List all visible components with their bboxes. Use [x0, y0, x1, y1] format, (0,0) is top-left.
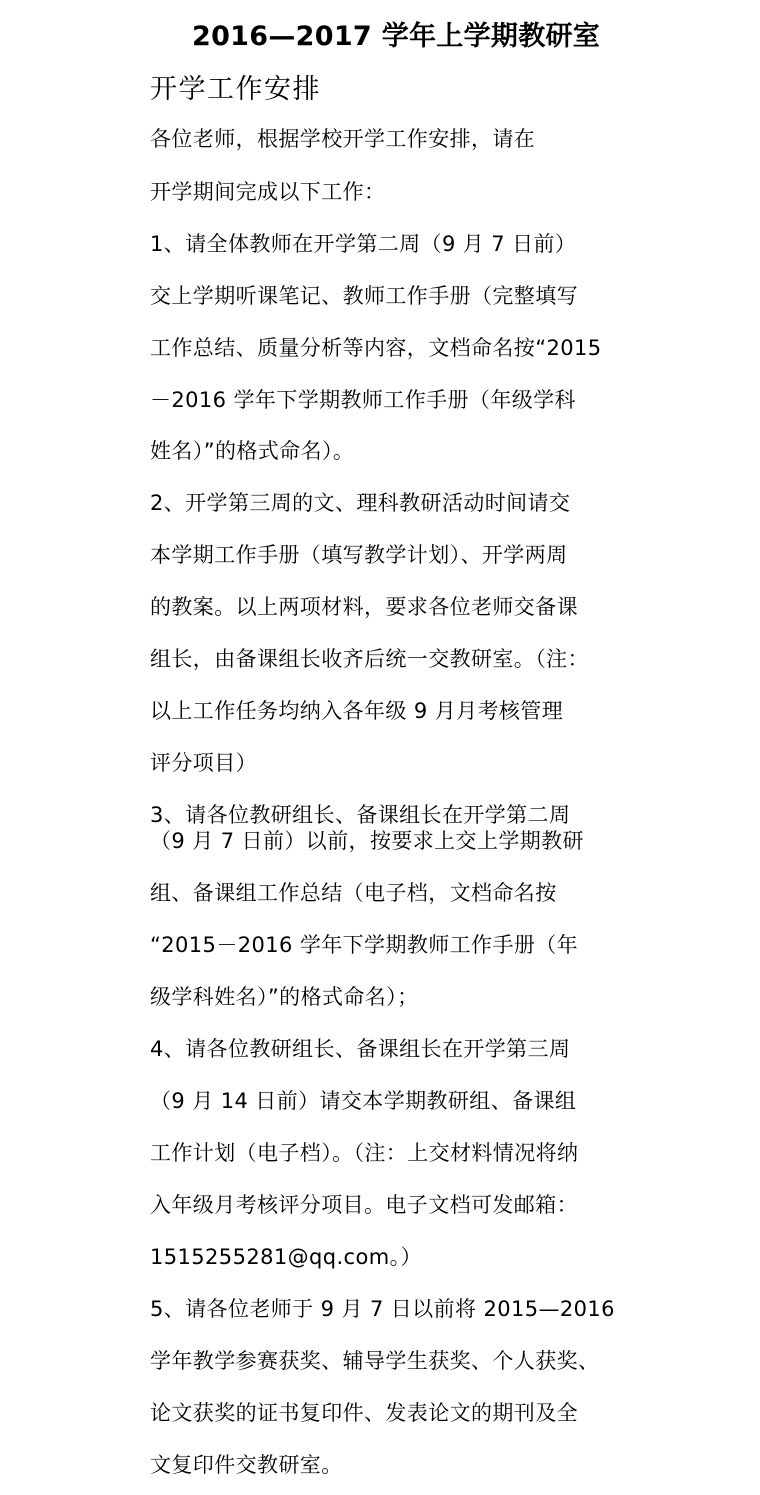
text-line: 论文获奖的证书复印件、发表论文的期刊及全: [150, 1401, 578, 1425]
text-line: 入年级月考核评分项目。电子文档可发邮箱：: [150, 1193, 578, 1217]
text-line: 工作总结、质量分析等内容，文档命名按“2015: [150, 336, 602, 360]
text-line: 评分项目）: [150, 751, 257, 775]
text-line: “2015－2016 学年下学期教师工作手册（年: [150, 933, 579, 957]
text-line: 文复印件交教研室。: [150, 1453, 343, 1477]
text-line: 交上学期听课笔记、教师工作手册（完整填写: [150, 284, 578, 308]
text-line: 级学科姓名）”的格式命名）；: [150, 985, 419, 1009]
text-line: （9 月 14 日前）请交本学期教研组、备课组: [150, 1089, 577, 1113]
text-line: （9 月 7 日前）以前，按要求上交上学期教研: [150, 829, 584, 853]
text-line: 各位老师，根据学校开学工作安排，请在: [150, 127, 536, 151]
text-line: 4、请各位教研组长、备课组长在开学第三周: [150, 1037, 571, 1061]
text-line: 组、备课组工作总结（电子档，文档命名按: [150, 881, 557, 905]
email-line: 1515255281@qq.com。）: [150, 1245, 422, 1269]
text-line: 2、开学第三周的文、理科教研活动时间请交: [150, 491, 571, 515]
text-line: 1、请全体教师在开学第二周（9 月 7 日前）: [150, 232, 577, 256]
document-title: 2016—2017 学年上学期教研室: [192, 21, 601, 52]
text-line: 学年教学参赛获奖、辅导学生获奖、个人获奖、: [150, 1349, 600, 1373]
text-line: 组长，由备课组长收齐后统一交教研室。（注：: [150, 647, 589, 671]
text-line: 开学期间完成以下工作：: [150, 180, 386, 204]
text-line: 的教案。以上两项材料，要求各位老师交备课: [150, 595, 578, 619]
text-line: 以上工作任务均纳入各年级 9 月月考核管理: [150, 699, 564, 723]
text-line: 姓名）”的格式命名）。: [150, 439, 355, 463]
text-line: 5、请各位老师于 9 月 7 日以前将 2015—2016: [150, 1297, 615, 1321]
text-line: 3、请各位教研组长、备课组长在开学第二周: [150, 803, 571, 827]
text-line: 本学期工作手册（填写教学计划）、开学两周: [150, 543, 568, 567]
text-line: 工作计划（电子档）。（注：上交材料情况将纳: [150, 1141, 579, 1165]
text-line: －2016 学年下学期教师工作手册（年级学科: [150, 388, 576, 412]
document-subtitle: 开学工作安排: [150, 74, 321, 105]
